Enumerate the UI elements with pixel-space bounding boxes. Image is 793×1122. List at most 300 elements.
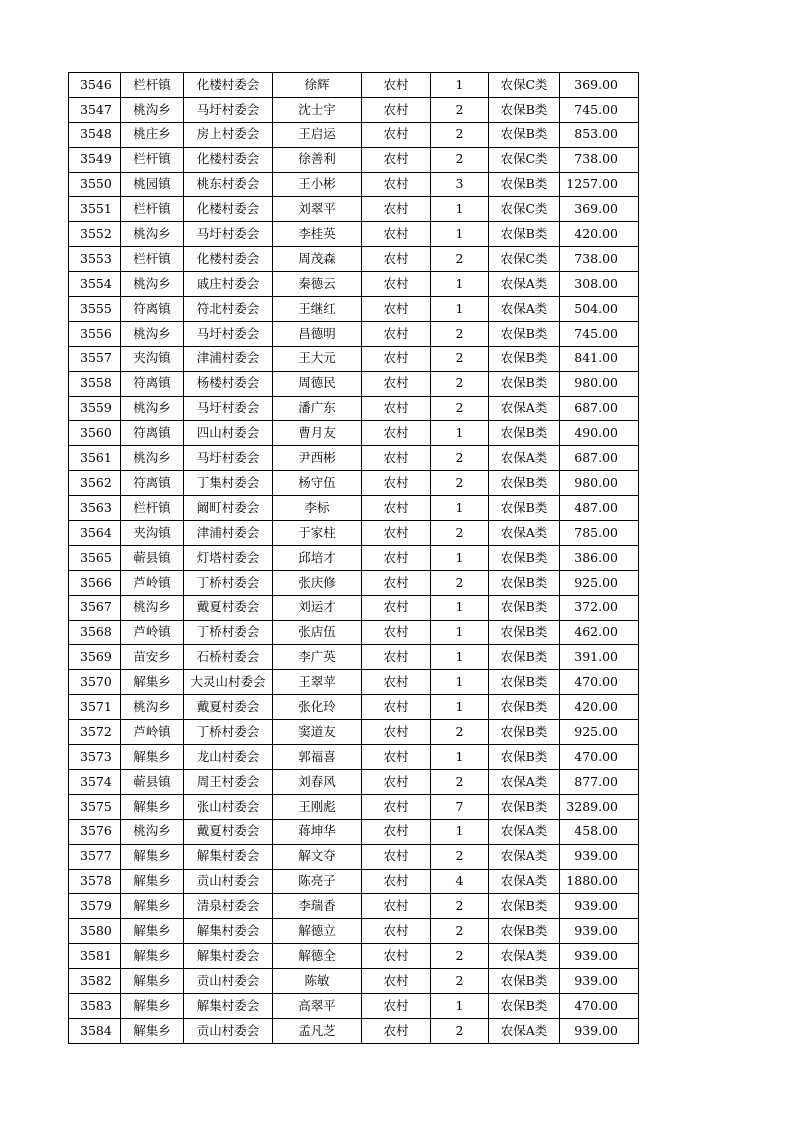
area-type-cell: 农村 — [362, 670, 431, 695]
area-type-cell: 农村 — [362, 620, 431, 645]
insurance-category-cell: 农保B类 — [489, 321, 560, 346]
town-cell: 栏杆镇 — [121, 197, 184, 222]
area-type-cell: 农村 — [362, 147, 431, 172]
town-cell: 解集乡 — [121, 1018, 184, 1043]
amount-cell: 687.00 — [560, 396, 639, 421]
recipient-name-cell: 陈敏 — [273, 969, 362, 994]
village-committee-cell: 丁桥村委会 — [184, 720, 273, 745]
record-id-cell: 3559 — [69, 396, 121, 421]
village-committee-cell: 龙山村委会 — [184, 745, 273, 770]
village-committee-cell: 贡山村委会 — [184, 969, 273, 994]
record-id-cell: 3584 — [69, 1018, 121, 1043]
recipient-name-cell: 刘翠平 — [273, 197, 362, 222]
table-row — [69, 321, 639, 346]
record-id-cell: 3583 — [69, 993, 121, 1018]
insurance-category-cell: 农保A类 — [489, 944, 560, 969]
town-cell: 解集乡 — [121, 670, 184, 695]
area-type-cell: 农村 — [362, 844, 431, 869]
household-size-cell: 2 — [431, 720, 489, 745]
recipient-name-cell: 王大元 — [273, 346, 362, 371]
record-id-cell: 3553 — [69, 247, 121, 272]
household-size-cell: 2 — [431, 1018, 489, 1043]
record-id-cell: 3552 — [69, 222, 121, 247]
area-type-cell: 农村 — [362, 769, 431, 794]
household-size-cell: 2 — [431, 844, 489, 869]
area-type-cell: 农村 — [362, 695, 431, 720]
town-cell: 桃沟乡 — [121, 695, 184, 720]
recipient-name-cell: 杨守伍 — [273, 471, 362, 496]
household-size-cell: 2 — [431, 97, 489, 122]
amount-cell: 3289.00 — [560, 794, 639, 819]
table-row — [69, 346, 639, 371]
village-committee-cell: 化楼村委会 — [184, 73, 273, 98]
amount-cell: 939.00 — [560, 944, 639, 969]
recipient-name-cell: 李瑞香 — [273, 894, 362, 919]
household-size-cell: 2 — [431, 944, 489, 969]
table-row — [69, 172, 639, 197]
record-id-cell: 3551 — [69, 197, 121, 222]
village-committee-cell: 津浦村委会 — [184, 521, 273, 546]
village-committee-cell: 解集村委会 — [184, 944, 273, 969]
household-size-cell: 2 — [431, 521, 489, 546]
household-size-cell: 1 — [431, 73, 489, 98]
record-id-cell: 3549 — [69, 147, 121, 172]
village-committee-cell: 化楼村委会 — [184, 247, 273, 272]
record-id-cell: 3572 — [69, 720, 121, 745]
area-type-cell: 农村 — [362, 297, 431, 322]
recipient-name-cell: 李广英 — [273, 645, 362, 670]
insurance-category-cell: 农保B类 — [489, 570, 560, 595]
table-row — [69, 272, 639, 297]
town-cell: 桃园镇 — [121, 172, 184, 197]
table-row — [69, 1018, 639, 1043]
table-row — [69, 645, 639, 670]
insurance-category-cell: 农保B类 — [489, 919, 560, 944]
household-size-cell: 2 — [431, 769, 489, 794]
insurance-category-cell: 农保A类 — [489, 1018, 560, 1043]
insurance-category-cell: 农保B类 — [489, 645, 560, 670]
area-type-cell: 农村 — [362, 396, 431, 421]
table-row — [69, 197, 639, 222]
town-cell: 桃沟乡 — [121, 819, 184, 844]
record-id-cell: 3577 — [69, 844, 121, 869]
village-committee-cell: 贡山村委会 — [184, 869, 273, 894]
recipient-name-cell: 尹西彬 — [273, 446, 362, 471]
amount-cell: 939.00 — [560, 919, 639, 944]
amount-cell: 462.00 — [560, 620, 639, 645]
record-id-cell: 3564 — [69, 521, 121, 546]
amount-cell: 504.00 — [560, 297, 639, 322]
village-committee-cell: 马圩村委会 — [184, 396, 273, 421]
household-size-cell: 1 — [431, 993, 489, 1018]
recipient-name-cell: 邱培才 — [273, 545, 362, 570]
insurance-category-cell: 农保B类 — [489, 222, 560, 247]
recipient-name-cell: 徐辉 — [273, 73, 362, 98]
village-committee-cell: 马圩村委会 — [184, 97, 273, 122]
recipient-name-cell: 高翠平 — [273, 993, 362, 1018]
recipient-name-cell: 郭福喜 — [273, 745, 362, 770]
area-type-cell: 农村 — [362, 869, 431, 894]
insurance-category-cell: 农保B类 — [489, 496, 560, 521]
village-committee-cell: 津浦村委会 — [184, 346, 273, 371]
area-type-cell: 农村 — [362, 919, 431, 944]
insurance-category-cell: 农保C类 — [489, 147, 560, 172]
town-cell: 桃沟乡 — [121, 272, 184, 297]
record-id-cell: 3560 — [69, 421, 121, 446]
table-row — [69, 745, 639, 770]
town-cell: 桃庄乡 — [121, 122, 184, 147]
amount-cell: 369.00 — [560, 73, 639, 98]
record-id-cell: 3578 — [69, 869, 121, 894]
record-id-cell: 3562 — [69, 471, 121, 496]
town-cell: 解集乡 — [121, 794, 184, 819]
insurance-category-cell: 农保B类 — [489, 670, 560, 695]
record-id-cell: 3575 — [69, 794, 121, 819]
household-size-cell: 2 — [431, 396, 489, 421]
household-size-cell: 1 — [431, 421, 489, 446]
recipient-name-cell: 周茂森 — [273, 247, 362, 272]
village-committee-cell: 戴夏村委会 — [184, 819, 273, 844]
record-id-cell: 3567 — [69, 595, 121, 620]
area-type-cell: 农村 — [362, 122, 431, 147]
recipient-name-cell: 张店伍 — [273, 620, 362, 645]
recipient-name-cell: 解德立 — [273, 919, 362, 944]
recipient-name-cell: 陈亮子 — [273, 869, 362, 894]
amount-cell: 939.00 — [560, 1018, 639, 1043]
recipient-name-cell: 王继红 — [273, 297, 362, 322]
amount-cell: 470.00 — [560, 745, 639, 770]
town-cell: 符离镇 — [121, 421, 184, 446]
table-row — [69, 595, 639, 620]
table-row — [69, 695, 639, 720]
recipient-name-cell: 蒋坤华 — [273, 819, 362, 844]
area-type-cell: 农村 — [362, 446, 431, 471]
insurance-category-cell: 农保A类 — [489, 396, 560, 421]
recipient-name-cell: 王翠苹 — [273, 670, 362, 695]
town-cell: 桃沟乡 — [121, 321, 184, 346]
insurance-category-cell: 农保B类 — [489, 371, 560, 396]
insurance-category-cell: 农保B类 — [489, 745, 560, 770]
record-id-cell: 3580 — [69, 919, 121, 944]
village-committee-cell: 阚町村委会 — [184, 496, 273, 521]
record-id-cell: 3547 — [69, 97, 121, 122]
town-cell: 芦岭镇 — [121, 720, 184, 745]
town-cell: 蕲县镇 — [121, 769, 184, 794]
town-cell: 解集乡 — [121, 944, 184, 969]
record-id-cell: 3582 — [69, 969, 121, 994]
recipient-name-cell: 曹月友 — [273, 421, 362, 446]
relief-roster-table — [68, 72, 639, 1044]
village-committee-cell: 戚庄村委会 — [184, 272, 273, 297]
village-committee-cell: 丁桥村委会 — [184, 570, 273, 595]
area-type-cell: 农村 — [362, 595, 431, 620]
insurance-category-cell: 农保A类 — [489, 819, 560, 844]
household-size-cell: 1 — [431, 595, 489, 620]
household-size-cell: 1 — [431, 222, 489, 247]
insurance-category-cell: 农保A类 — [489, 769, 560, 794]
recipient-name-cell: 张化玲 — [273, 695, 362, 720]
village-committee-cell: 马圩村委会 — [184, 222, 273, 247]
table-row — [69, 670, 639, 695]
recipient-name-cell: 李桂英 — [273, 222, 362, 247]
town-cell: 解集乡 — [121, 745, 184, 770]
recipient-name-cell: 徐善利 — [273, 147, 362, 172]
household-size-cell: 1 — [431, 670, 489, 695]
table-row — [69, 147, 639, 172]
insurance-category-cell: 农保B类 — [489, 595, 560, 620]
household-size-cell: 3 — [431, 172, 489, 197]
household-size-cell: 1 — [431, 297, 489, 322]
table-row — [69, 496, 639, 521]
insurance-category-cell: 农保A类 — [489, 869, 560, 894]
town-cell: 栏杆镇 — [121, 147, 184, 172]
household-size-cell: 2 — [431, 321, 489, 346]
table-row — [69, 122, 639, 147]
town-cell: 芦岭镇 — [121, 620, 184, 645]
town-cell: 夹沟镇 — [121, 521, 184, 546]
amount-cell: 458.00 — [560, 819, 639, 844]
village-committee-cell: 石桥村委会 — [184, 645, 273, 670]
town-cell: 蕲县镇 — [121, 545, 184, 570]
amount-cell: 980.00 — [560, 371, 639, 396]
recipient-name-cell: 解德全 — [273, 944, 362, 969]
household-size-cell: 2 — [431, 346, 489, 371]
record-id-cell: 3555 — [69, 297, 121, 322]
area-type-cell: 农村 — [362, 794, 431, 819]
record-id-cell: 3579 — [69, 894, 121, 919]
amount-cell: 980.00 — [560, 471, 639, 496]
amount-cell: 877.00 — [560, 769, 639, 794]
record-id-cell: 3548 — [69, 122, 121, 147]
record-id-cell: 3576 — [69, 819, 121, 844]
recipient-name-cell: 于家柱 — [273, 521, 362, 546]
table-row — [69, 97, 639, 122]
area-type-cell: 农村 — [362, 496, 431, 521]
table-row — [69, 421, 639, 446]
area-type-cell: 农村 — [362, 346, 431, 371]
insurance-category-cell: 农保B类 — [489, 122, 560, 147]
recipient-name-cell: 王小彬 — [273, 172, 362, 197]
amount-cell: 853.00 — [560, 122, 639, 147]
town-cell: 桃沟乡 — [121, 396, 184, 421]
area-type-cell: 农村 — [362, 172, 431, 197]
household-size-cell: 2 — [431, 371, 489, 396]
area-type-cell: 农村 — [362, 97, 431, 122]
record-id-cell: 3558 — [69, 371, 121, 396]
record-id-cell: 3563 — [69, 496, 121, 521]
amount-cell: 745.00 — [560, 97, 639, 122]
amount-cell: 470.00 — [560, 670, 639, 695]
household-size-cell: 2 — [431, 247, 489, 272]
recipient-name-cell: 昌德明 — [273, 321, 362, 346]
recipient-name-cell: 张庆修 — [273, 570, 362, 595]
insurance-category-cell: 农保B类 — [489, 421, 560, 446]
area-type-cell: 农村 — [362, 1018, 431, 1043]
town-cell: 桃沟乡 — [121, 595, 184, 620]
household-size-cell: 2 — [431, 919, 489, 944]
area-type-cell: 农村 — [362, 471, 431, 496]
recipient-name-cell: 刘运才 — [273, 595, 362, 620]
amount-cell: 939.00 — [560, 844, 639, 869]
household-size-cell: 1 — [431, 819, 489, 844]
amount-cell: 369.00 — [560, 197, 639, 222]
table-row — [69, 720, 639, 745]
village-committee-cell: 灯塔村委会 — [184, 545, 273, 570]
village-committee-cell: 解集村委会 — [184, 919, 273, 944]
insurance-category-cell: 农保A类 — [489, 272, 560, 297]
amount-cell: 841.00 — [560, 346, 639, 371]
record-id-cell: 3554 — [69, 272, 121, 297]
town-cell: 符离镇 — [121, 371, 184, 396]
record-id-cell: 3565 — [69, 545, 121, 570]
table-row — [69, 844, 639, 869]
town-cell: 栏杆镇 — [121, 247, 184, 272]
household-size-cell: 1 — [431, 620, 489, 645]
village-committee-cell: 化楼村委会 — [184, 197, 273, 222]
insurance-category-cell: 农保A类 — [489, 521, 560, 546]
table-row — [69, 819, 639, 844]
town-cell: 桃沟乡 — [121, 97, 184, 122]
insurance-category-cell: 农保B类 — [489, 794, 560, 819]
record-id-cell: 3557 — [69, 346, 121, 371]
area-type-cell: 农村 — [362, 421, 431, 446]
recipient-name-cell: 周德民 — [273, 371, 362, 396]
town-cell: 解集乡 — [121, 869, 184, 894]
town-cell: 符离镇 — [121, 471, 184, 496]
village-committee-cell: 符北村委会 — [184, 297, 273, 322]
town-cell: 解集乡 — [121, 993, 184, 1018]
area-type-cell: 农村 — [362, 545, 431, 570]
area-type-cell: 农村 — [362, 371, 431, 396]
table-row — [69, 471, 639, 496]
record-id-cell: 3573 — [69, 745, 121, 770]
village-committee-cell: 周王村委会 — [184, 769, 273, 794]
table-row — [69, 894, 639, 919]
village-committee-cell: 马圩村委会 — [184, 321, 273, 346]
recipient-name-cell: 潘广东 — [273, 396, 362, 421]
town-cell: 栏杆镇 — [121, 73, 184, 98]
town-cell: 解集乡 — [121, 844, 184, 869]
record-id-cell: 3581 — [69, 944, 121, 969]
town-cell: 夹沟镇 — [121, 346, 184, 371]
household-size-cell: 1 — [431, 545, 489, 570]
household-size-cell: 2 — [431, 122, 489, 147]
insurance-category-cell: 农保B类 — [489, 471, 560, 496]
insurance-category-cell: 农保B类 — [489, 346, 560, 371]
area-type-cell: 农村 — [362, 321, 431, 346]
amount-cell: 1257.00 — [560, 172, 639, 197]
household-size-cell: 7 — [431, 794, 489, 819]
area-type-cell: 农村 — [362, 894, 431, 919]
village-committee-cell: 桃东村委会 — [184, 172, 273, 197]
town-cell: 苗安乡 — [121, 645, 184, 670]
household-size-cell: 2 — [431, 147, 489, 172]
household-size-cell: 2 — [431, 471, 489, 496]
table-row — [69, 570, 639, 595]
record-id-cell: 3571 — [69, 695, 121, 720]
area-type-cell: 农村 — [362, 944, 431, 969]
insurance-category-cell: 农保A类 — [489, 297, 560, 322]
town-cell: 桃沟乡 — [121, 222, 184, 247]
household-size-cell: 1 — [431, 197, 489, 222]
town-cell: 栏杆镇 — [121, 496, 184, 521]
table-row — [69, 769, 639, 794]
table-row — [69, 869, 639, 894]
record-id-cell: 3574 — [69, 769, 121, 794]
village-committee-cell: 杨楼村委会 — [184, 371, 273, 396]
amount-cell: 420.00 — [560, 222, 639, 247]
recipient-name-cell: 李标 — [273, 496, 362, 521]
insurance-category-cell: 农保B类 — [489, 695, 560, 720]
area-type-cell: 农村 — [362, 745, 431, 770]
amount-cell: 372.00 — [560, 595, 639, 620]
village-committee-cell: 贡山村委会 — [184, 1018, 273, 1043]
amount-cell: 925.00 — [560, 570, 639, 595]
amount-cell: 386.00 — [560, 545, 639, 570]
record-id-cell: 3570 — [69, 670, 121, 695]
recipient-name-cell: 解文夺 — [273, 844, 362, 869]
household-size-cell: 1 — [431, 745, 489, 770]
record-id-cell: 3568 — [69, 620, 121, 645]
insurance-category-cell: 农保B类 — [489, 894, 560, 919]
household-size-cell: 2 — [431, 894, 489, 919]
table-row — [69, 919, 639, 944]
insurance-category-cell: 农保C类 — [489, 73, 560, 98]
amount-cell: 391.00 — [560, 645, 639, 670]
recipient-name-cell: 王启运 — [273, 122, 362, 147]
table-row — [69, 620, 639, 645]
record-id-cell: 3566 — [69, 570, 121, 595]
household-size-cell: 1 — [431, 272, 489, 297]
recipient-name-cell: 孟凡芝 — [273, 1018, 362, 1043]
table-row — [69, 545, 639, 570]
amount-cell: 939.00 — [560, 894, 639, 919]
insurance-category-cell: 农保B类 — [489, 545, 560, 570]
record-id-cell: 3550 — [69, 172, 121, 197]
amount-cell: 420.00 — [560, 695, 639, 720]
table-row — [69, 944, 639, 969]
table-row — [69, 222, 639, 247]
town-cell: 桃沟乡 — [121, 446, 184, 471]
village-committee-cell: 解集村委会 — [184, 844, 273, 869]
recipient-name-cell: 王刚彪 — [273, 794, 362, 819]
village-committee-cell: 张山村委会 — [184, 794, 273, 819]
area-type-cell: 农村 — [362, 993, 431, 1018]
amount-cell: 308.00 — [560, 272, 639, 297]
insurance-category-cell: 农保B类 — [489, 993, 560, 1018]
recipient-name-cell: 秦德云 — [273, 272, 362, 297]
recipient-name-cell: 窦道友 — [273, 720, 362, 745]
town-cell: 解集乡 — [121, 894, 184, 919]
household-size-cell: 2 — [431, 570, 489, 595]
household-size-cell: 1 — [431, 496, 489, 521]
village-committee-cell: 清泉村委会 — [184, 894, 273, 919]
amount-cell: 745.00 — [560, 321, 639, 346]
amount-cell: 1880.00 — [560, 869, 639, 894]
table-row — [69, 521, 639, 546]
amount-cell: 470.00 — [560, 993, 639, 1018]
area-type-cell: 农村 — [362, 521, 431, 546]
village-committee-cell: 化楼村委会 — [184, 147, 273, 172]
village-committee-cell: 戴夏村委会 — [184, 595, 273, 620]
household-size-cell: 1 — [431, 695, 489, 720]
area-type-cell: 农村 — [362, 197, 431, 222]
town-cell: 解集乡 — [121, 919, 184, 944]
village-committee-cell: 丁桥村委会 — [184, 620, 273, 645]
insurance-category-cell: 农保B类 — [489, 97, 560, 122]
household-size-cell: 1 — [431, 645, 489, 670]
village-committee-cell: 马圩村委会 — [184, 446, 273, 471]
